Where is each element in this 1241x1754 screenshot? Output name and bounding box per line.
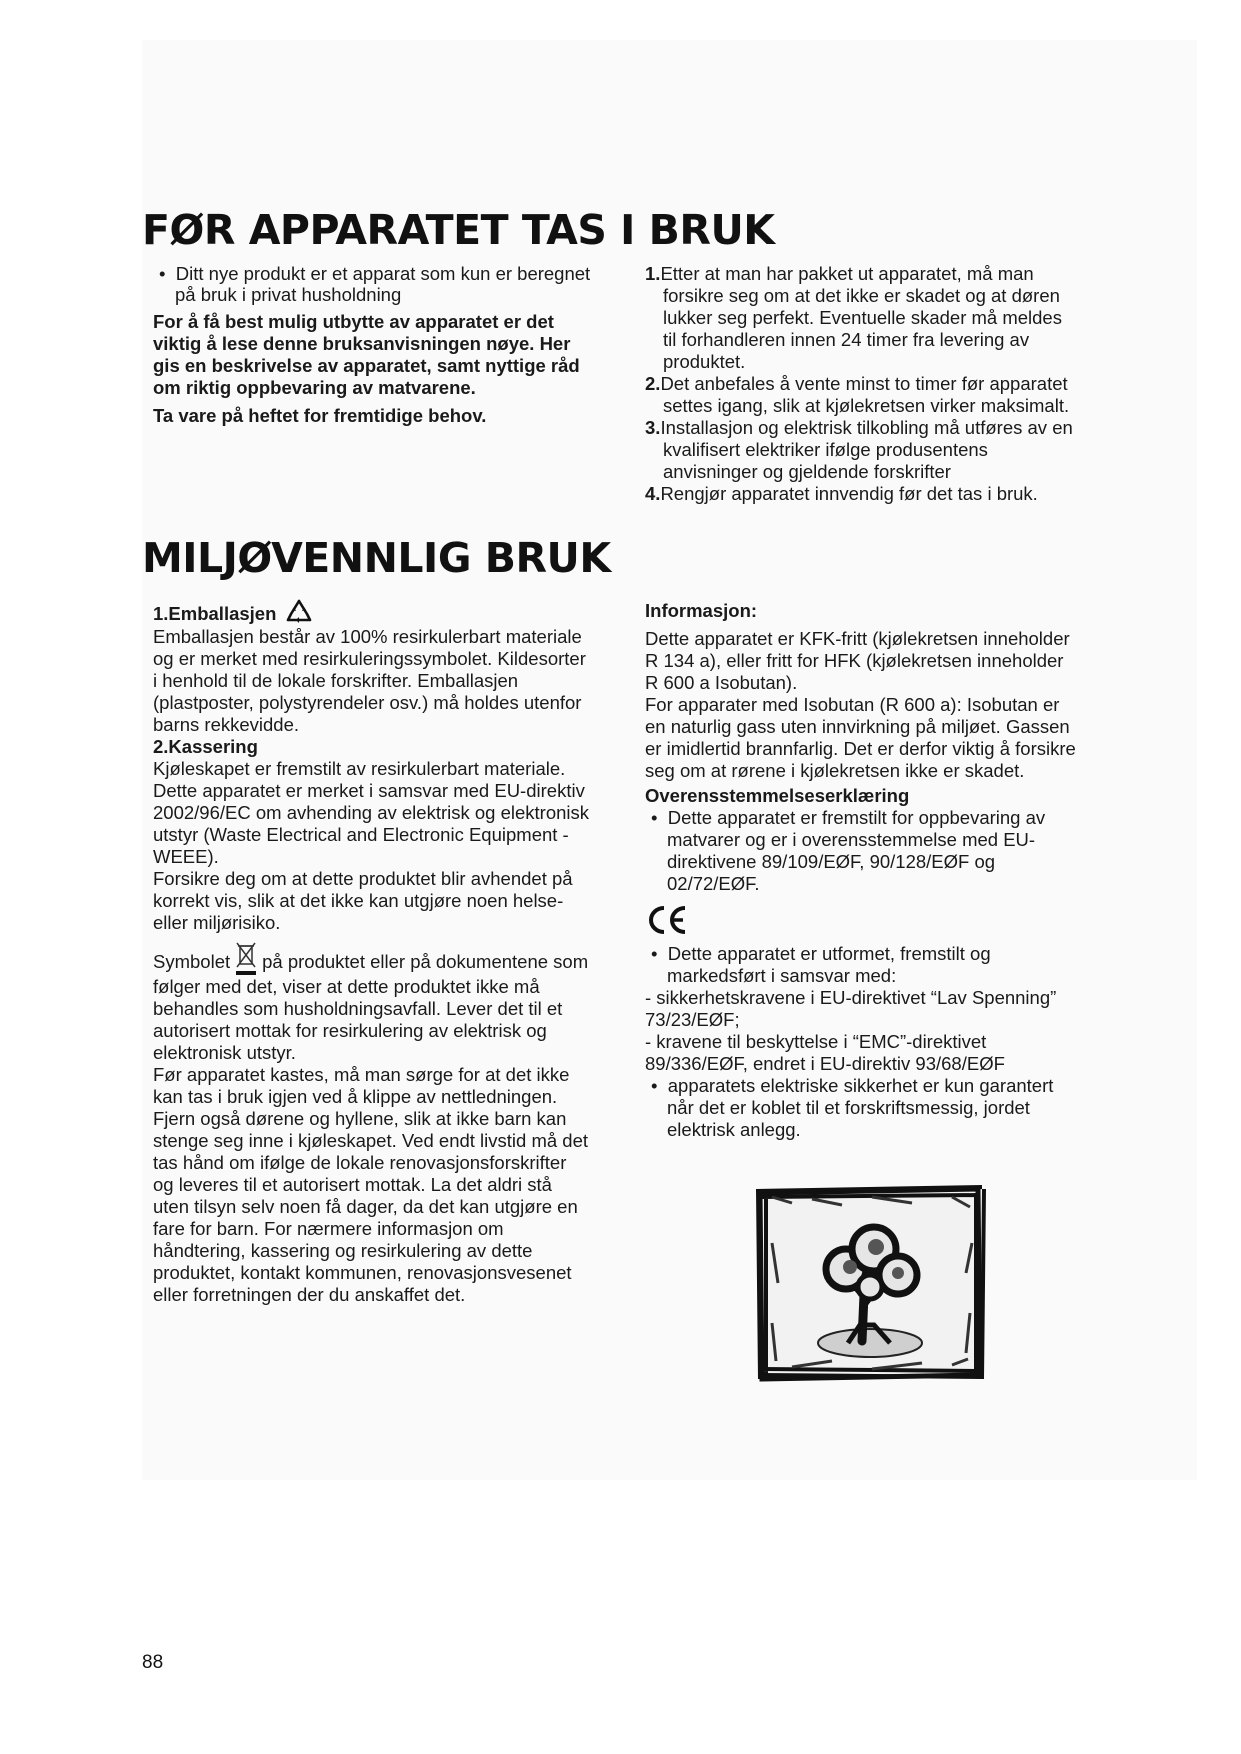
step-text: Etter at man har pakket ut apparatet, må man forsikre seg om at det ikke er skadet og at døren lukker seg perfekt. Eventuelle skader må meldes til forhandleren innen 24 timer fra levering av produktet. [660,263,1062,372]
packaging-title-text: 1.Emballasjen [153,603,277,624]
conformity-bullet-2: • Dette apparatet er utformet, fremstilt og markedsført i samsvar med: [651,943,991,986]
crossed-bin-icon [234,940,258,976]
steps-list [645,263,1075,505]
disposal-p2: Dette apparatet er merket i samsvar med EU-direktiv 2002/96/EC om avhending av elektrisk og elektronisk utstyr (Waste Electrical and Electronic Equipment - WEEE). [153,780,590,867]
conformity-bullet-3: • apparatets elektriske sikkerhet er kun garantert når det er koblet til et forskriftsmessig, jordet elektrisk anlegg. [651,1075,1054,1140]
conformity-bullet-2-text: Dette apparatet er utformet, fremstilt og markedsført i samsvar med: [667,943,991,986]
disposal-p5: Før apparatet kastes, må man sørge for at det ikke kan tas i bruk igjen ved å klippe av nettledningen. Fjern også dørene og hyllene, slik at ikke barn kan stenge seg inne i kjøleskapet. Ved endt livstid må det tas hånd om ifølge de lokale renovasjonsforskrifter og leveres til et autorisert mottak. La det aldri stå uten tilsyn selv noen få dager, da det kan utgjøre en fare for barn. For nærmere informasjon om håndtering, kassering og resirkulering av dette produktet, kontakt kommunen, renovasjonsvesenet eller forretningen der du anskaffet det. [153,1064,589,1305]
step-item [645,263,1075,373]
tree-eco-logo [752,1183,987,1383]
information-p1: Dette apparatet er KFK-fritt (kjølekretsen inneholder R 134 a), eller fritt for HFK (kjølekretsen inneholder R 600 a Isobutan). [645,628,1070,693]
conformity-line-2: - kravene til beskyttelse i “EMC”-direktivet 89/336/EØF, endret i EU-direktiv 93/68/EØF [645,1031,1005,1074]
heading-before-use: FØR APPARATET TAS I BRUK [142,206,775,254]
intro-section [153,263,593,427]
step-number: 2. [645,373,661,394]
disposal-title: 2.Kassering [153,736,258,757]
step-item [645,417,1075,483]
step-item [645,373,1075,417]
step-text: Installasjon og elektrisk tilkobling må utføres av en kvalifisert elektriker ifølge produsentens anvisninger og gjeldende forskrifter [660,417,1073,482]
keep-manual-note: Ta vare på heftet for fremtidige behov. [153,405,487,426]
disposal-p4-after: på produktet eller på dokumentene som følger med det, viser at dette produktet ikke må behandles som husholdningsavfall. Lever det til et autorisert mottak for resirkulering av elektrisk og elektronisk utstyr. [153,951,589,1063]
disposal-p3: Forsikre deg om at dette produktet blir avhendet på korrekt vis, slik at det ikke kan utgjøre noen helse- eller miljørisiko. [153,868,573,933]
information-section [645,600,1077,1141]
conformity-bullet-1-text: Dette apparatet er fremstilt for oppbevaring av matvarer og er i overensstemmelse med EU-direktivene 89/109/EØF, 90/128/EØF og 02/72/EØF. [667,807,1046,894]
conformity-bullet-3-text: apparatets elektriske sikkerhet er kun garantert når det er koblet til et forskriftsmessig, jordet elektrisk anlegg. [667,1075,1054,1140]
conformity-title: Overensstemmelseserklæring [645,785,910,806]
heading-environment: MILJØVENNLIG BRUK [142,534,611,582]
disposal-p4 [153,940,590,1064]
disposal-p4-before: Symbolet [153,951,231,972]
conformity-bullet-1: • Dette apparatet er fremstilt for oppbevaring av matvarer og er i overensstemmelse med EU-direktivene 89/109/EØF, 90/128/EØF og 02/72/EØF. [651,807,1046,894]
intro-bullet: • Ditt nye produkt er et apparat som kun er beregnet på bruk i privat husholdning [159,263,591,305]
environment-section [153,598,590,1306]
step-text: Rengjør apparatet innvendig før det tas i bruk. [660,483,1038,504]
information-title: Informasjon: [645,600,758,621]
ce-mark-icon [645,903,689,937]
step-number: 4. [645,483,661,504]
packaging-title [153,598,590,626]
step-text: Det anbefales å vente minst to timer før apparatet settes igang, slik at kjølekretsen virker maksimalt. [660,373,1070,416]
recycle-icon [284,598,314,626]
step-number: 3. [645,417,661,438]
step-item [645,483,1075,505]
conformity-line-1: - sikkerhetskravene i EU-direktivet “Lav Spenning” 73/23/EØF; [645,987,1057,1030]
page-number: 88 [142,1652,164,1673]
packaging-text: Emballasjen består av 100% resirkulerbart materiale og er merket med resirkuleringssymbolet. Kildesorter i henhold til de lokale forskrifter. Emballasjen (plastposter, polystyrendeler osv.) må holdes utenfor barns rekkevidde. [153,626,586,735]
intro-bullet-text: Ditt nye produkt er et apparat som kun er beregnet på bruk i privat husholdning [175,263,591,305]
step-number: 1. [645,263,661,284]
information-p2: For apparater med Isobutan (R 600 a): Isobutan er en naturlig gass uten innvirkning på miljøet. Gassen er imidlertid brannfarlig. Det er derfor viktig å forsikre seg om at rørene i kjølekretsen ikke er skadet. [645,694,1076,781]
disposal-p1: Kjøleskapet er fremstilt av resirkulerbart materiale. [153,758,566,779]
intro-bold-paragraph: For å få best mulig utbytte av apparatet er det viktig å lese denne bruksanvisningen nøye. Her gis en beskrivelse av apparatet, samt nyttige råd om riktig oppbevaring av matvarene. [153,311,580,398]
